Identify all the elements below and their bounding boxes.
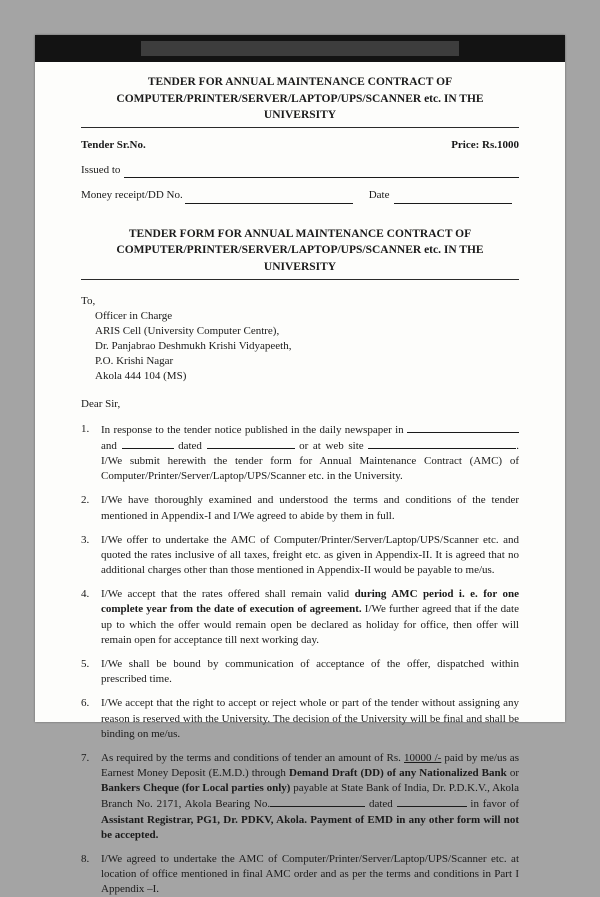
scan-header-bar — [35, 35, 565, 62]
clause-number: 5. — [81, 657, 90, 670]
clause-4 — [81, 587, 519, 648]
clause-text: I/We shall be bound by communication of acceptance of the offer, dispatched within prescribed time. — [101, 657, 519, 686]
fill-in-blank — [368, 438, 516, 449]
fill-in-blank — [207, 438, 295, 449]
fill-in-blank — [407, 422, 519, 433]
document-content — [35, 62, 565, 897]
clause-text: I/We accept that the rates offered shall remain valid during AMC period i. e. for one complete year from the date of execution of agreement. I/We further agreed that if the date up to which the offer would remain open be declared as holiday for office, then offer will remain open for acceptance till next working day. — [101, 588, 519, 646]
address-to: To, — [81, 294, 96, 307]
clause-3 — [81, 533, 519, 579]
clause-1 — [81, 422, 519, 485]
meta-row-issued-to — [81, 163, 519, 178]
clause-number: 2. — [81, 494, 90, 507]
address-line: P.O. Krishi Nagar — [95, 355, 174, 368]
clause-text: As required by the terms and conditions of tender an amount of Rs. 10000 /- paid by me/us as Earnest Money Deposit (E.M.D.) through Demand Draft (DD) of any Nationalized Bank or Bankers Cheque (for Local parties only) payable at State Bank of India, Dr. P.D.K.V., Akola Branch No. 2171, Akola Bearing No. dated in favor of Assistant Registrar, PG1, Dr. PDKV, Akola. Payment of EMD in any other form will not be accepted. — [101, 751, 519, 841]
clause-8 — [81, 852, 519, 897]
clause-text: I/We have thoroughly examined and understood the terms and conditions of the tender mentioned in Appendix-I and I/We agreed to abide by them in full. — [101, 494, 519, 522]
clause-7 — [81, 751, 519, 843]
doc-title-line2: COMPUTER/PRINTER/SERVER/LAPTOP/UPS/SCANNER etc. IN THE UNIVERSITY — [116, 92, 484, 122]
fill-in-blank — [270, 796, 365, 807]
money-receipt-blank — [185, 193, 353, 204]
fill-in-blank — [397, 796, 467, 807]
form-title — [81, 226, 519, 280]
clause-6 — [81, 696, 519, 742]
fill-in-blank — [122, 438, 174, 449]
clause-5 — [81, 657, 519, 687]
salutation: Dear Sir, — [81, 397, 121, 410]
clause-number: 4. — [81, 588, 90, 601]
address-line: Officer in Charge — [95, 309, 173, 322]
clause-text: In response to the tender notice published in the daily newspaper in and dated or at web site . I/We submit herewith the tender form for Annual Maintenance Contract (AMC) of Computer/Printer/Server/Laptop/UPS/Scanner etc. in the University. — [101, 423, 520, 483]
clause-text: I/We accept that the right to accept or reject whole or part of the tender without assigning any reason is reserved with the University. The decision of the University will be final and shall be binding on me/us. — [101, 697, 519, 740]
meta-row-sr-price — [81, 138, 519, 153]
meta-row-receipt — [81, 188, 519, 203]
address-line: Dr. Panjabrao Deshmukh Krishi Vidyapeeth, — [95, 340, 292, 353]
price-label: Price: Rs.1000 — [451, 139, 519, 152]
address-block — [81, 294, 519, 385]
numbered-clauses — [81, 422, 519, 897]
doc-title — [81, 74, 519, 128]
doc-title-line1: TENDER FOR ANNUAL MAINTENANCE CONTRACT OF — [147, 76, 453, 88]
document-page — [35, 35, 565, 896]
tender-sr-no-label: Tender Sr.No. — [81, 139, 146, 152]
address-line: Akola 444 104 (MS) — [95, 370, 187, 383]
redacted-header-box — [141, 41, 459, 56]
form-title-line1: TENDER FORM FOR ANNUAL MAINTENANCE CONTRACT OF — [128, 227, 472, 240]
form-title-line2: COMPUTER/PRINTER/SERVER/LAPTOP/UPS/SCANNER etc. IN THE UNIVERSITY — [116, 244, 484, 273]
clause-text: I/We agreed to undertake the AMC of Computer/Printer/Server/Laptop/UPS/Scanner etc. at location of office mentioned in final AMC order and as per the terms and conditions in Part I Appendix –I. — [101, 852, 519, 896]
date-blank — [394, 193, 512, 204]
issued-to-blank — [124, 165, 519, 178]
money-receipt-label: Money receipt/DD No. — [81, 189, 183, 202]
date-label: Date — [368, 189, 390, 202]
clause-number: 8. — [81, 852, 90, 865]
address-line: ARIS Cell (University Computer Centre), — [95, 324, 280, 337]
clause-2 — [81, 493, 519, 523]
clause-number: 6. — [81, 697, 90, 710]
issued-to-label: Issued to — [81, 164, 121, 177]
clause-number: 1. — [81, 422, 90, 435]
clause-number: 7. — [81, 751, 90, 764]
clause-number: 3. — [81, 533, 90, 546]
clause-text: I/We offer to undertake the AMC of Computer/Printer/Server/Laptop/UPS/Scanner etc. and quoted the rates inclusive of all taxes, freight etc. as given in Appendix-II. It is agreed that no additional charges other than those mentioned in Appendix-II would be payable to me/us. — [101, 533, 519, 577]
